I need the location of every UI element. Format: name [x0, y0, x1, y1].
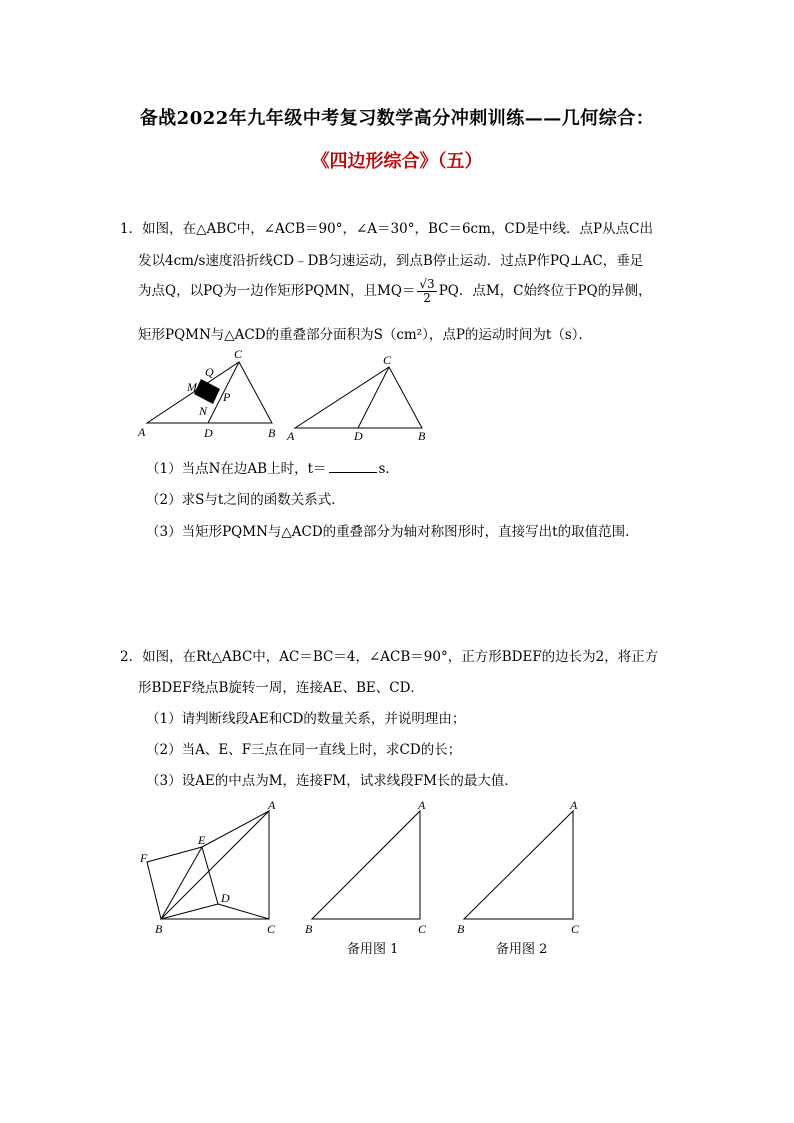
q2-subquestion-2: （2）当A、E、F三点在同一直线上时，求CD的长； [146, 742, 462, 758]
q2-fig3-triangle-abc [464, 811, 573, 919]
q1-sub1-post: s． [378, 461, 399, 477]
q1-line-3 [138, 278, 652, 305]
q1-figure-1 [130, 345, 290, 445]
q1-line-4: 矩形PQMN与△ACD的重叠部分面积为S（cm²），点P的运动时间为t（s）． [138, 327, 593, 343]
q2-figure-2 [300, 795, 440, 940]
q1-fig2-label-a: A [287, 429, 295, 443]
q1-fig1-label-a: A [138, 425, 146, 439]
q1-answer-blank [329, 472, 377, 473]
q1-fig1-label-n: N [199, 404, 208, 418]
q1-fraction-denominator: 2 [423, 291, 431, 305]
q2-fig1-label-e: E [198, 833, 206, 847]
q1-fig2-label-d: D [354, 429, 363, 443]
q2-fig1-segment-cd [218, 904, 269, 919]
q2-fig1-label-d: D [221, 891, 230, 905]
q1-subquestion-3: （3）当矩形PQMN与△ACD的重叠部分为轴对称图形时，直接写出t的取值范围． [146, 524, 639, 540]
q1-fig1-label-d: D [204, 426, 213, 440]
q2-fig1-segment-ae [202, 811, 269, 847]
q1-fig1-label-m: M [187, 380, 197, 394]
q2-fig1-triangle-abc [161, 811, 269, 919]
q1-subquestion-2: （2）求S与t之间的函数关系式． [146, 492, 345, 508]
q2-fig2-label-b: B [305, 922, 313, 936]
q2-fig2-label-c: C [418, 922, 427, 936]
q1-figure-2 [280, 350, 440, 445]
q2-subquestion-1: （1）请判断线段AE和CD的数量关系，并说明理由； [146, 711, 466, 727]
q1-line-1: 1．如图，在△ABC中，∠ACB＝90°，∠A＝30°，BC＝6cm，CD是中线．点P从点C出 [120, 221, 653, 237]
page-subtitle: 《四边形综合》（五） [311, 151, 483, 172]
q1-fig1-label-c: C [234, 347, 243, 361]
q1-fraction-numerator: √3 [419, 277, 435, 291]
q2-fig1-label-c: C [267, 922, 276, 936]
q1-line-3-pre: 为点Q，以PQ为一边作矩形PQMN，且MQ＝ [138, 283, 416, 299]
q2-figure-1 [135, 795, 290, 940]
q2-fig2-label-a: A [418, 798, 426, 812]
q2-line-1: 2．如图，在Rt△ABC中，AC＝BC＝4，∠ACB＝90°，正方形BDEF的边长为2，将正方 [120, 649, 659, 665]
q1-sub1-pre: （1）当点N在边AB上时，t＝ [146, 461, 327, 477]
q2-line-2: 形BDEF绕点B旋转一周，连接AE、BE、CD． [138, 680, 424, 696]
q1-fig2-label-b: B [418, 429, 426, 443]
q1-fig1-rectangle-pqmn [194, 379, 220, 404]
q1-fig2-median-cd [358, 367, 389, 428]
q1-fig1-label-b: B [268, 426, 276, 440]
q1-fig2-triangle-abc [295, 367, 422, 428]
q2-caption-2: 备用图 2 [496, 942, 548, 957]
q2-fig3-label-a: A [570, 798, 578, 812]
q2-subquestion-3: （3）设AE的中点为M，连接FM，试求线段FM长的最大值． [146, 773, 518, 789]
q2-fig3-label-c: C [571, 922, 580, 936]
q1-fraction [417, 278, 436, 305]
q2-fig3-label-b: B [457, 922, 465, 936]
page-title: 备战2022年九年级中考复习数学高分冲刺训练——几何综合： [139, 108, 655, 129]
q2-fig1-label-a: A [268, 798, 276, 812]
q1-line-2: 发以4cm/s速度沿折线CD﹣DB匀速运动，到点B停止运动．过点P作PQ⊥AC，垂足 [138, 253, 644, 269]
q2-fig1-square-bdef [147, 847, 218, 919]
q1-line-3-post: PQ．点M，C始终位于PQ的异侧， [438, 283, 652, 299]
q1-fig1-label-p: P [223, 390, 231, 404]
q2-fig1-label-b: B [155, 922, 163, 936]
q2-figure-3 [452, 795, 592, 940]
q2-caption-1: 备用图 1 [347, 942, 399, 957]
q2-fig2-triangle-abc [312, 811, 420, 919]
q1-fig2-label-c: C [383, 353, 392, 367]
q1-subquestion-1 [146, 457, 399, 477]
q2-fig1-segment-be [161, 847, 202, 919]
q1-fig1-label-q: Q [205, 365, 214, 379]
q2-fig1-label-f: F [140, 851, 148, 865]
